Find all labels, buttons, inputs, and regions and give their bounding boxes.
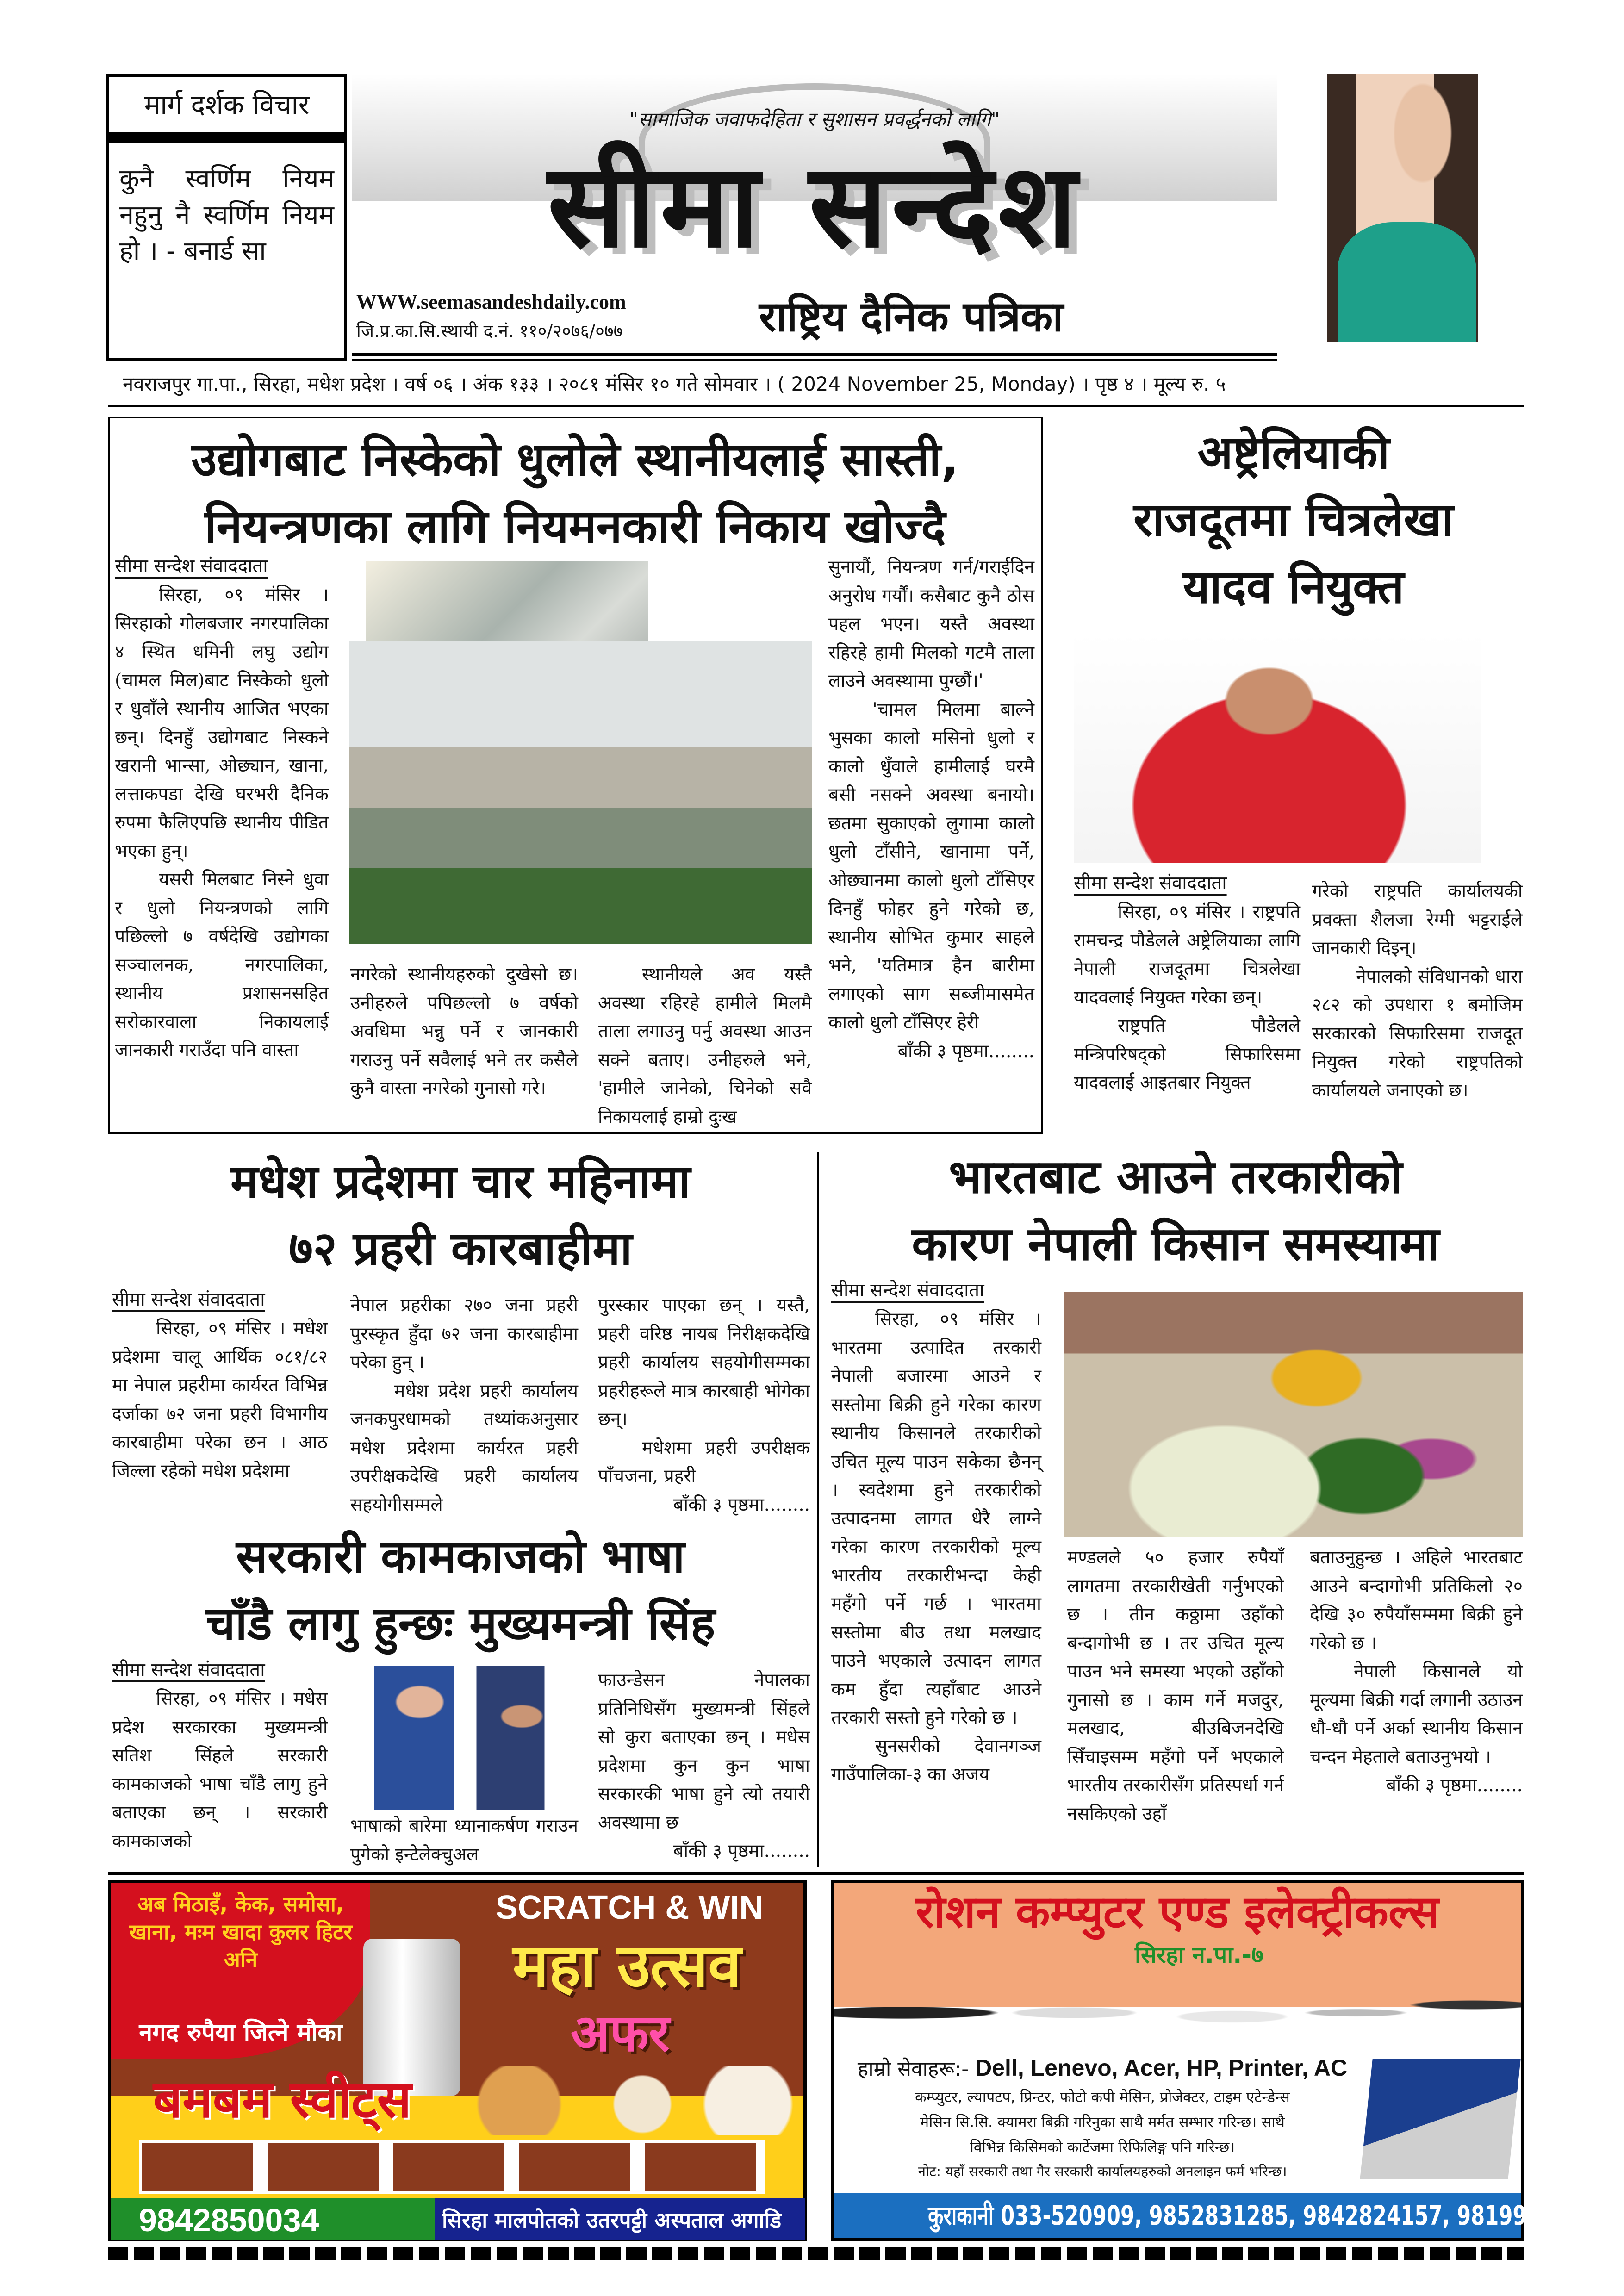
- paragraph: भाषाको बारेमा ध्यानाकर्षण गराउन पुगेको इन्टेलेक्चुअल: [350, 1816, 578, 1865]
- ad-address: सिरहा मालपोतको उतरपट्टी अस्पताल अगाडि: [442, 2208, 782, 2233]
- headline-line[interactable]: ७२ प्रहरी कारबाहीमा: [289, 1221, 632, 1276]
- headline-line[interactable]: यादव नियुक्त: [1183, 560, 1404, 614]
- paragraph: बताउनुहुन्छ । अहिले भारतबाट आउने बन्दागोभी प्रतिकिलो २० देखि ३० रुपैयाँसम्ममा बिक्री हुने गरेको छ ।: [1310, 1547, 1523, 1654]
- divider: [352, 359, 1277, 361]
- paragraph: पुरस्कार पाएका छन् । यस्तै, प्रहरी वरिष्ठ नायब निरीक्षकदेखि प्रहरी कार्यालय सहयोगीसम्मका प्रहरीहरूले मात्र कारबाही भोगेका छन्।: [598, 1295, 810, 1430]
- paragraph: गरेको राष्ट्रपति कार्यालयकी प्रवक्ता शैलजा रेग्मी भट्टराईले जानकारी दिइन्।: [1312, 881, 1523, 958]
- paragraph: मधेश प्रदेश प्रहरी कार्यालय जनकपुरधामको तथ्यांकअनुसार मधेश प्रदेशमा कार्यरत प्रहरी उपरीक्षकदेखि प्रहरी कार्यालय सहयोगीसम्मले: [350, 1380, 578, 1515]
- paragraph: मधेशमा प्रहरी उपरीक्षक पाँचजना, प्रहरी: [598, 1437, 810, 1487]
- ambassador-photo: [1074, 632, 1481, 863]
- paragraph: मण्डलले ५० हजार रुपैयाँ लागतमा तरकारीखेती गर्नुभएको छ । तीन कठ्ठामा उहाँको बन्दागोभी छ । तर उचित मूल्य पाउन भने समस्या भएको उहाँको गुनासो छ । काम गर्ने मजदुर, मलखाद, बीउबिजनदेखि सिँचाइसम्म महँगो पर्ने भएकाले भारतीय तरकारीसँग प्रतिस्पर्धा गर्न नसकिएको उहाँ: [1067, 1547, 1284, 1824]
- article-column: [1312, 877, 1523, 1105]
- food-image: [449, 2066, 801, 2135]
- ad-shop-name: बमबम स्वीट्स: [153, 2070, 411, 2129]
- headline-line[interactable]: उद्योगबाट निस्केको धुलोले स्थानीयलाई सास्ती,: [191, 432, 959, 486]
- tagline: "सामाजिक जवाफदेहिता र सुशासन प्रवर्द्धनको लागि": [629, 108, 1000, 131]
- continued-link[interactable]: बाँकी ३ पृष्ठमा........: [673, 1841, 810, 1861]
- paragraph: नेपाली किसानले यो मूल्यमा बिक्री गर्दा लगानी उठाउन धौ-धौ पर्ने अर्का स्थानीय किसान चन्दन मेहताले बताउनुभयो ।: [1310, 1661, 1523, 1767]
- byline: सीमा सन्देश संवाददाता: [112, 1289, 265, 1310]
- headline-line[interactable]: नियन्त्रणका लागि नियमनकारी निकाय खोज्दै: [204, 499, 946, 554]
- ad-line: कम्प्युटर, ल्यापटप, प्रिन्टर, फोटो कपी मेसिन, प्रोजेक्टर, टाइम एटेन्डेन्स: [915, 2088, 1290, 2106]
- article-column: [1310, 1543, 1523, 1800]
- continued-link[interactable]: बाँकी ३ पृष्ठमा........: [1386, 1775, 1523, 1796]
- article-column: [598, 1291, 810, 1519]
- headline-line[interactable]: अष्ट्रेलियाकी: [1197, 425, 1390, 479]
- ad-brands: Dell, Lenevo, Acer, HP, Printer, AC: [975, 2055, 1348, 2081]
- ad-offer: अफर: [571, 2004, 670, 2063]
- paragraph: सिरहा, ०९ मंसिर । मधेश प्रदेशमा चालू आर्थिक ०८१/८२ मा नेपाल प्रहरीमा कार्यरत विभिन्न दर्जाका ७२ जना प्रहरी विभागीय कारबाहीमा परेका छन । आठ जिल्ला रहेको मधेश प्रदेशमा: [112, 1318, 328, 1481]
- ad-festival: महा उत्सव: [512, 1930, 742, 2000]
- headline-line[interactable]: चाँडै लागु हुन्छः मुख्यमन्त्री सिंह: [205, 1596, 716, 1650]
- masthead: [352, 74, 1277, 361]
- ad-line: विभिन्न किसिमको कार्टेजमा रिफिलिङ्ग पनि गरिन्छ।: [970, 2138, 1235, 2156]
- article-column: [831, 1277, 1041, 1789]
- byline: सीमा सन्देश संवाददाता: [1074, 872, 1227, 894]
- paragraph: नगरेको स्थानीयहरुको दुखेसो छ। उनीहरुले पपिछल्लो ७ वर्षको अवधिमा भन्नु पर्ने र जानकारी गराउनु पर्ने सवैलाई भने तर कसैले कुनै वास्ता नगरेको गुनासो गरे।: [350, 964, 578, 1099]
- guiding-thought-quote: कुनै स्वर्णिम नियम नहुनु नै स्वर्णिम नियम हो । - बनार्ड सा: [119, 164, 334, 266]
- headline-line[interactable]: राजदूतमा चित्रलेखा: [1133, 492, 1454, 547]
- paragraph: नेपाल प्रहरीका २७० जना प्रहरी पुरस्कृत हुँदा ७२ जना कारबाहीमा परेका हुन् ।: [350, 1295, 578, 1373]
- ad-location: सिरहा न.पा.-७: [1135, 1941, 1263, 1968]
- divider: [352, 353, 1277, 356]
- headline-line[interactable]: मधेश प्रदेशमा चार महिनामा: [230, 1154, 691, 1208]
- paragraph: 'चामल मिलमा बाल्ने भुसका कालो मसिनो धुलो र कालो धुँवाले हामीलाई घरमै बसी नसक्ने अवस्था बनायो। छतमा सुकाएको लुगामा कालो धुलो टाँसीने, खानामा पर्ने, ओछ्यानमा कालो धुलो टाँसिएर दिनहुँ फोहर हुने गरेको छ, स्थानीय सोभित कुमार साहले भने, 'यतिमात्र हैन बारीमा लगाएको साग सब्जीमासमेत कालो धुलो टाँसिएर हेरी: [828, 699, 1034, 1033]
- ad-description: [848, 2084, 1357, 2184]
- dateline: नवराजपुर गा.पा., सिरहा, मधेश प्रदेश । वर्ष ०६ । अंक १३३ । २०८१ मंसिर १० गते सोमवार । ( 2024 November 25, Monday) । पृष्ठ ४ । मूल्य रु. ५: [123, 373, 1226, 395]
- divider: [108, 1872, 1524, 1875]
- bottom-dashed-border: [108, 2247, 1524, 2260]
- headline-line[interactable]: सरकारी कामकाजको भाषा: [236, 1529, 685, 1583]
- column-divider: [817, 1152, 819, 1867]
- article-column: [112, 1657, 328, 1855]
- paragraph: सिरहा, ०९ मंसिर । मधेस प्रदेश सरकारका मुख्यमन्त्री सतिश सिंहले सरकारी कामकाजको भाषा चाँडै लागु हुने बताएका छन् । सरकारी कामकाजको: [112, 1688, 328, 1852]
- ad-contact[interactable]: कुराकानी 033-520909, 9852831285, 9842824157, 9819919967: [928, 2200, 1597, 2231]
- ad-cash-text: नगद रुपैया जित्ने मौका: [139, 2019, 342, 2047]
- continued-link[interactable]: बाँकी ३ पृष्ठमा........: [673, 1494, 810, 1515]
- article-column: [598, 960, 812, 1131]
- laptop-image: [1360, 2059, 1520, 2179]
- paragraph: यसरी मिलबाट निस्ने धुवा र धुलो नियन्त्रणको लागि पछिल्लो ७ वर्षदेखि उद्योगका सञ्चालनक, नगरपालिका, स्थानीय प्रशासनसहित सरोकारवाला निकायलाई जानकारी गराउँदा पनि वास्ता: [115, 869, 329, 1061]
- guiding-thought-title: मार्ग दर्शक विचार: [109, 77, 344, 143]
- electronics-images: [834, 1973, 1521, 2052]
- paragraph: नेपालको संविधानको धारा २८२ को उपधारा १ बमोजिम सरकारको सिफारिसमा राजदूत नियुक्त गरेको राष्ट्रपतिको कार्यालयले जनाएको छ।: [1312, 966, 1523, 1101]
- ad-bambam-sweets[interactable]: [108, 1880, 807, 2241]
- sweets-images: [139, 2140, 765, 2194]
- byline: सीमा सन्देश संवाददाता: [831, 1280, 984, 1301]
- ad-roshan-computer[interactable]: [831, 1880, 1597, 2241]
- vegetable-seller-photo: [1064, 1292, 1523, 1537]
- paragraph: सुनायौं, नियन्त्रण गर्न/गराईदिन अनुरोध गर्यौं। कसैबाट कुनै ठोस पहल भएन। यस्तै अवस्था रहिरहे हामी मिलको गटमै ताला लाउने अवस्थामा पुग्छौं।': [828, 557, 1034, 691]
- ad-offer-text: अब मिठाइँ, केक, समोसा, खाना, मःम खादा कुलर हिटर अनि: [129, 1892, 353, 1972]
- model-photo: [1300, 74, 1523, 342]
- article-column: [350, 1812, 578, 1869]
- paragraph: सिरहा, ०९ मंसिर । राष्ट्रपति रामचन्द्र पौडेलले अष्ट्रेलियाका लागि नेपाली राजदूतमा चित्रलेखा यादवलाई नियुक्त गरेका छन्।: [1074, 902, 1300, 1008]
- headline-line[interactable]: भारतबाट आउने तरकारीको: [949, 1150, 1402, 1204]
- article-column: [1067, 1543, 1284, 1828]
- paragraph: सिरहा, ०९ मंसिर । सिरहाको गोलबजार नगरपालिका ४ स्थित धमिनी लघु उद्योग (चामल मिल)बाट निस्केको धुलो र धुवाँले स्थानीय आजित भएका छन्। दिनहुँ उद्योगबाट निस्कने खरानी भान्सा, ओछ्यान, खाना, लत्ताकपडा देखि घरभरी दैनिक रुपमा फैलिएपछि स्थानीय पीडित भएका हुन्।: [115, 585, 329, 862]
- byline: सीमा सन्देश संवाददाता: [112, 1659, 265, 1680]
- article-column: [350, 960, 578, 1103]
- ad-scratch-win: SCRATCH & WIN: [495, 1889, 764, 1926]
- paragraph: सुनसरीको देवानगञ्ज गाउँपालिका-३ का अजय: [831, 1736, 1041, 1785]
- article-column: [350, 1291, 578, 1519]
- continued-link[interactable]: बाँकी ३ पृष्ठमा........: [897, 1040, 1034, 1062]
- guiding-thought-box: [106, 74, 347, 361]
- newspaper-subtitle: राष्ट्रिय दैनिक पत्रिका: [759, 292, 1064, 341]
- ad-shop-name: रोशन कम्प्युटर एण्ड इलेक्ट्रीकल्स: [915, 1886, 1439, 1938]
- registration-number: जि.प्र.का.सि.स्थायी द.नं. ११०/२०७६/०७७: [356, 321, 623, 341]
- website-link[interactable]: WWW.seemasandeshdaily.com: [356, 291, 626, 313]
- article-column: [1074, 870, 1300, 1097]
- chief-minister-meeting-photo: [352, 1666, 579, 1810]
- paragraph: फाउन्डेसन नेपालका प्रतिनिधिसँग मुख्यमन्त्री सिंहले सो कुरा बताएका छन् । मधेस प्रदेशमा कुन कुन भाषा सरकारकी भाषा हुने त्यो तयारी अवस्थामा छ: [598, 1670, 810, 1833]
- byline: सीमा सन्देश संवाददाता: [115, 555, 268, 577]
- article-column: [115, 553, 329, 1065]
- ad-phone[interactable]: 9842850034: [139, 2202, 319, 2238]
- rice-mill-building-photo: [349, 641, 812, 944]
- article-column: [112, 1287, 328, 1485]
- paragraph: सिरहा, ०९ मंसिर । भारतमा उत्पादित तरकारी नेपाली बजारमा आउने र सस्तोमा बिक्री हुने गरेका कारण स्थानीय किसानले तरकारीको उचित मूल्य पाउन सकेका छैनन् । स्वदेशमा हुने तरकारीको उत्पादनमा लागत धेरै लाग्ने गरेका कारण तरकारीको मूल्य भारतीय तरकारीभन्दा केही महँगो पर्ने गर्छ । भारतमा सस्तोमा बीउ तथा मलखाद पाउने भएकाले उत्पादन लागत कम हुँदा त्यहाँबाट आउने तरकारी सस्तो हुने गरेको छ ।: [831, 1309, 1041, 1728]
- paragraph: राष्ट्रपति पौडेलले मन्त्रिपरिषद्को सिफारिसमा यादवलाई आइतबार नियुक्त: [1074, 1015, 1300, 1093]
- ad-line: मेसिन सि.सि. क्यामरा बिक्री गरिनुका साथै मर्मत सम्भार गरिन्छ। साथै: [920, 2113, 1285, 2131]
- services-label: हाम्रो सेवाहरू:-: [857, 2057, 969, 2081]
- ad-services: [848, 2053, 1357, 2084]
- paragraph: स्थानीयले अव यस्तै अवस्था रहिरहे हामीले मिलमै ताला लगाउनु पर्नु अवस्था आउन सक्ने बताए। उनीहरुले भने, 'हामीले जानेको, चिनेको सवै निकायलाई हाम्रो दुःख: [598, 964, 812, 1127]
- ad-note: नोट: यहाँ सरकारी तथा गैर सरकारी कार्यालयहरुको अनलाइन फर्म भरिन्छ।: [918, 2164, 1287, 2180]
- newspaper-title: सीमा सन्देश: [547, 138, 1082, 273]
- divider: [108, 405, 1524, 407]
- headline-line[interactable]: कारण नेपाली किसान समस्यामा: [912, 1217, 1439, 1271]
- article-column: [598, 1666, 810, 1866]
- article-column: [828, 553, 1034, 1065]
